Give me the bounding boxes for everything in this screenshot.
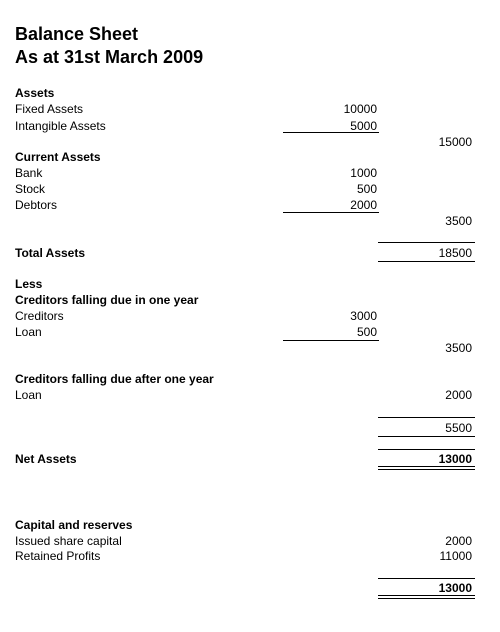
stock-value: 500 — [356, 182, 377, 196]
capital-heading: Capital and reserves — [15, 518, 133, 532]
total-assets-value: 18500 — [438, 246, 472, 260]
rule — [283, 212, 379, 213]
stock-label: Stock — [15, 182, 46, 196]
retained-profits-value: 11000 — [439, 549, 472, 563]
sheet-date: As at 31st March 2009 — [15, 47, 204, 67]
creditors-short-heading: Creditors falling due in one year — [15, 293, 199, 307]
rule — [378, 595, 475, 596]
current-assets-subtotal: 3500 — [445, 214, 472, 228]
sheet-title: Balance Sheet — [15, 24, 139, 44]
loan-short-value: 500 — [356, 325, 377, 339]
rule — [283, 340, 379, 341]
debtors-value: 2000 — [350, 198, 377, 212]
rule — [378, 449, 475, 450]
long-term-subtotal: 5500 — [445, 421, 472, 435]
rule — [378, 578, 475, 579]
current-assets-heading: Current Assets — [15, 150, 101, 164]
intangible-assets-value: 5000 — [350, 119, 377, 133]
total-assets-label: Total Assets — [15, 246, 86, 260]
bank-label: Bank — [15, 166, 43, 180]
assets-heading: Assets — [15, 86, 55, 100]
creditors-long-heading: Creditors falling due after one year — [15, 372, 214, 386]
capital-total: 13000 — [438, 581, 472, 595]
loan-long-label: Loan — [15, 388, 42, 402]
rule — [378, 436, 475, 437]
rule — [378, 469, 475, 470]
rule — [378, 242, 475, 243]
retained-profits-label: Retained Profits — [15, 549, 101, 563]
loan-short-label: Loan — [15, 325, 42, 339]
fixed-assets-value: 10000 — [343, 102, 377, 116]
creditors-label: Creditors — [15, 309, 64, 323]
share-capital-label: Issued share capital — [15, 534, 122, 548]
rule — [378, 417, 475, 418]
less-heading: Less — [15, 277, 43, 291]
creditors-value: 3000 — [350, 309, 377, 323]
rule — [378, 598, 475, 599]
net-assets-label: Net Assets — [15, 452, 77, 466]
fixed-assets-label: Fixed Assets — [15, 102, 84, 116]
rule — [378, 466, 475, 467]
net-assets-value: 13000 — [438, 452, 472, 466]
bank-value: 1000 — [350, 166, 377, 180]
rule — [283, 132, 379, 133]
share-capital-value: 2000 — [445, 534, 472, 548]
debtors-label: Debtors — [15, 198, 58, 212]
rule — [378, 261, 475, 262]
intangible-assets-label: Intangible Assets — [15, 119, 106, 133]
less-subtotal: 3500 — [445, 341, 472, 355]
loan-long-value: 2000 — [445, 388, 472, 402]
assets-subtotal: 15000 — [438, 135, 472, 149]
